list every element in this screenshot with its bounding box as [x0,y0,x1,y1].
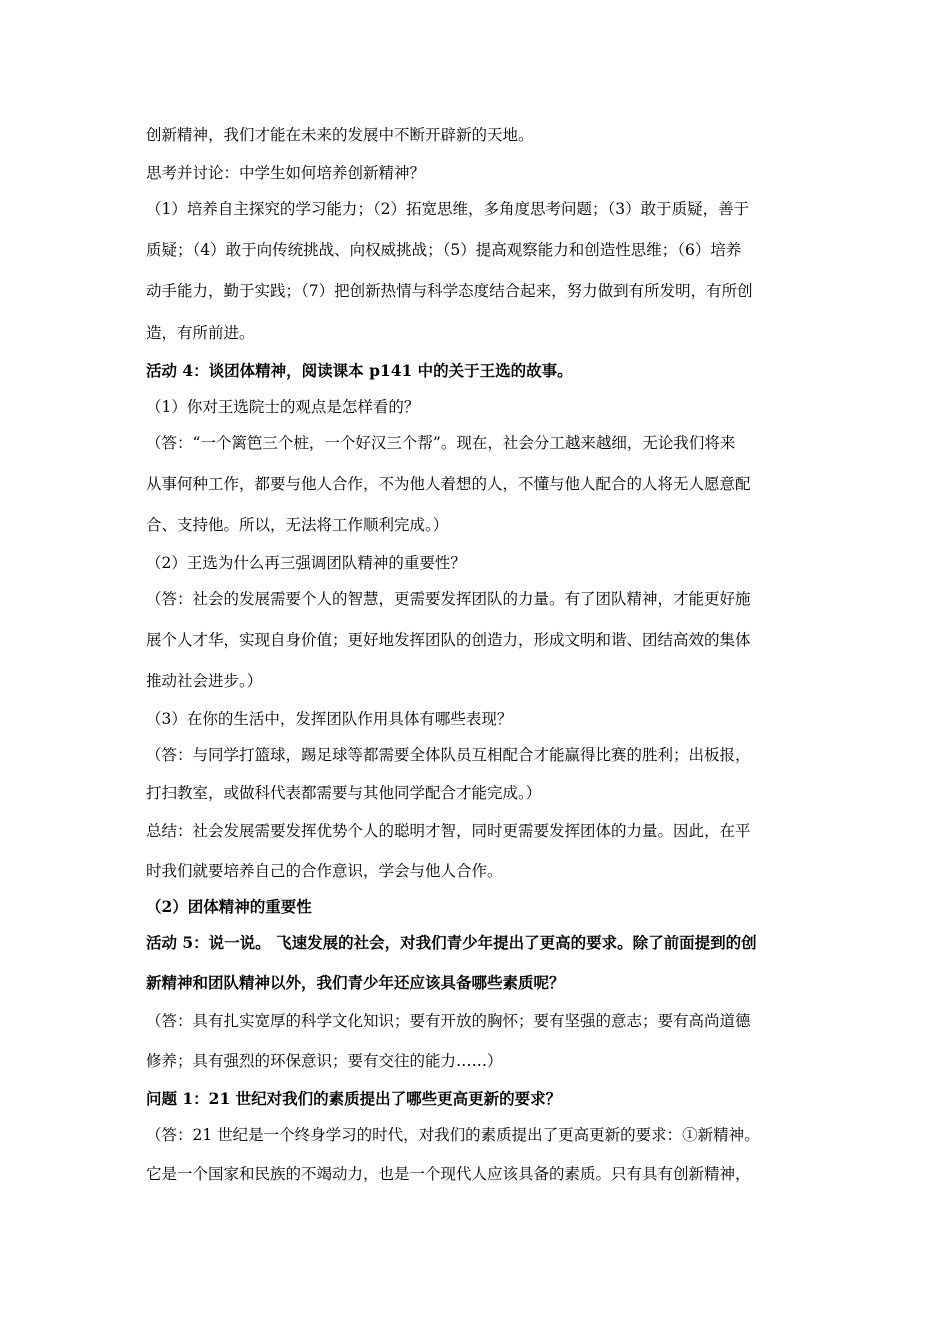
document-heading-line: （2）团体精神的重要性 [146,897,312,916]
document-text-line: 合、支持他。所以，无法将工作顺利完成。） [146,516,449,534]
document-text-line: 造，有所前进。 [146,324,255,342]
document-text-line: 展个人才华，实现自身价值；更好地发挥团队的创造力，形成文明和谐、团结高效的集体 [146,631,751,649]
document-text-line: 打扫教室，或做科代表都需要与其他同学配合才能完成。） [146,784,542,802]
document-text-line: 修养；具有强烈的环保意识；要有交往的能力……） [146,1052,503,1070]
document-text-line: 时我们就要培养自己的合作意识，学会与他人合作。 [146,862,503,880]
document-text-line: 动手能力，勤于实践；（7）把创新热情与科学态度结合起来，努力做到有所发明，有所创 [146,282,753,300]
document-text-line: 推动社会进步。） [146,672,263,690]
document-text-line: 从事何种工作，都要与他人合作，不为他人着想的人，不懂与他人配合的人将无人愿意配 [146,475,751,493]
document-text-line: 思考并讨论：中学生如何培养创新精神？ [146,164,426,182]
document-text-line: 创新精神，我们才能在未来的发展中不断开辟新的天地。 [146,126,534,144]
document-text-line: （答：与同学打篮球，踢足球等都需要全体队员互相配合才能赢得比赛的胜利；出板报， [146,746,751,764]
document-text-line: （3）在你的生活中，发挥团队作用具体有哪些表现？ [146,710,513,728]
document-text-line: （1）培养自主探究的学习能力；（2）拓宽思维，多角度思考问题；（3）敢于质疑，善于 [146,200,750,218]
document-text-line: 质疑；（4）敢于向传统挑战、向权威挑战；（5）提高观察能力和创造性思维；（6）培养 [146,241,742,259]
document-text-line: （答：“一个篱笆三个桩，一个好汉三个帮”。现在，社会分工越来越细，无论我们将来 [146,434,736,452]
document-text-line: 它是一个国家和民族的不竭动力，也是一个现代人应该具备的素质。只有具有创新精神， [146,1165,751,1183]
document-text-line: （答：具有扎实宽厚的科学文化知识；要有开放的胸怀；要有坚强的意志；要有高尚道德 [146,1012,751,1030]
document-heading-line: 新精神和团队精神以外，我们青少年还应该具备哪些素质呢？ [146,973,565,992]
document-text-line: （2）王选为什么再三强调团队精神的重要性？ [146,554,466,572]
document-heading-line: 问题 1：21 世纪对我们的素质提出了哪些更高更新的要求？ [146,1089,562,1108]
document-text-line: （1）你对王选院士的观点是怎样看的？ [146,398,420,416]
document-text-line: （答：社会的发展需要个人的智慧，更需要发挥团队的力量。有了团队精神，才能更好施 [146,590,751,608]
document-heading-line: 活动 5：说一说。 飞速发展的社会，对我们青少年提出了更高的要求。除了前面提到的创 [146,933,757,952]
document-text-line: （答：21 世纪是一个终身学习的时代，对我们的素质提出了更高更新的要求：①新精神。 [146,1126,760,1144]
document-text-line: 总结：社会发展需要发挥优势个人的聪明才智，同时更需要发挥团体的力量。因此，在平 [146,822,751,840]
document-heading-line: 活动 4：谈团体精神，阅读课本 p141 中的关于王选的故事。 [146,361,573,380]
